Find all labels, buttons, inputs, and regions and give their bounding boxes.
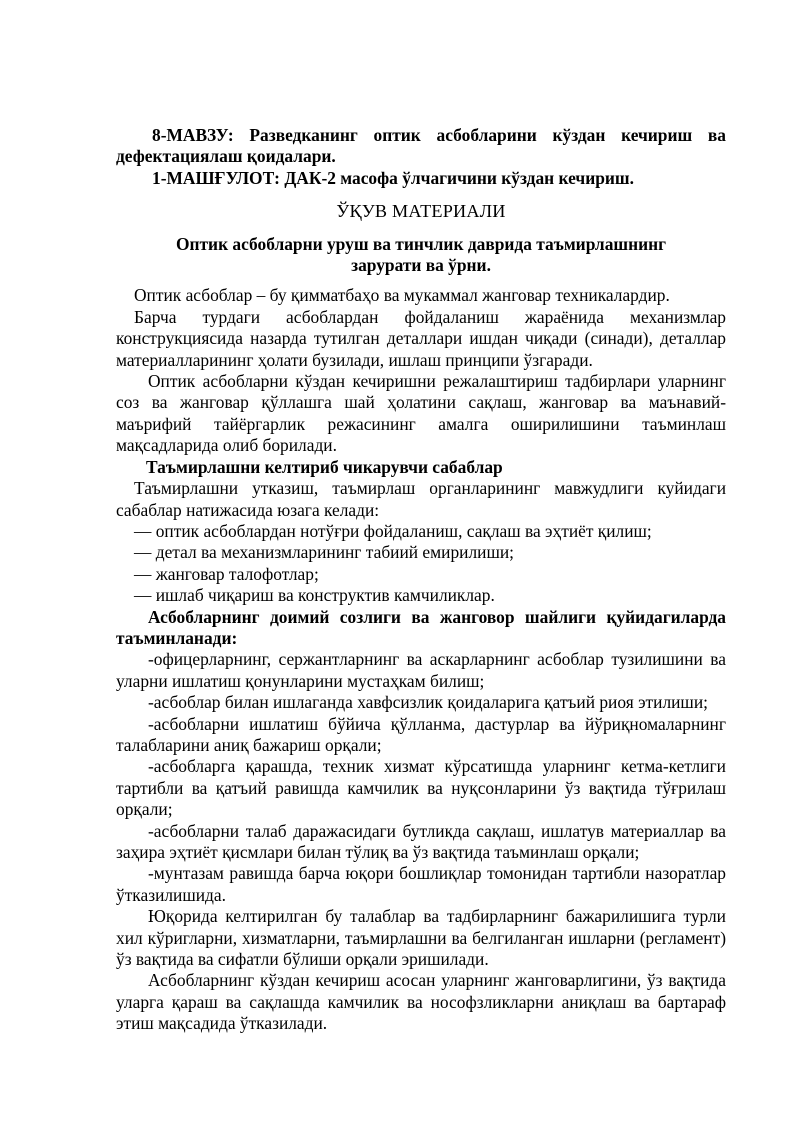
paragraph-causes-intro: Таъмирлашни утказиш, таъмирлаш органларининг мавжудлиги куйидаги сабаблар натижасида юзага келади: xyxy=(116,478,726,520)
paragraph-requirements: Юқорида келтирилган бу талаблар ва тадбирларнинг бажарилишига турли хил кўригларни, хизматларни, таъмирлашни ва белгиланган ишларни (регламент) ўз вақтида ва сифатли бўлиши орқали эришилади. xyxy=(116,906,726,970)
list-item: -мунтазам равишда барча юқори бошлиқлар томонидан тартибли назоратлар ўтказилишида. xyxy=(116,863,726,905)
topic-title-line2: дефектациялаш қоидалари. xyxy=(116,146,336,167)
subtitle: Оптик асбобларни уруш ва тинчлик даврида таъмирлашнинг зарурати ва ўрни. xyxy=(175,233,667,276)
list-item: -асбобларга қарашда, техник хизмат кўрсатишда уларнинг кетма-кетлиги тартибли ва қатъий равишда камчилик ва нуқсонларини ўз вақтида тўғрилаш орқали; xyxy=(116,756,726,820)
heading-repair-causes: Таъмирлашни келтириб чикарувчи сабаблар xyxy=(146,456,503,477)
list-item: -асбобларни талаб даражасидаги бутликда сақлаш, ишлатув материаллар ва заҳира эҳтиёт қисмлари билан тўлиқ ва ўз вақтида таъминлаш орқали; xyxy=(116,820,726,862)
list-item: — жанговар талофотлар; xyxy=(134,563,319,584)
document-page xyxy=(116,125,726,1035)
readiness-list xyxy=(116,649,726,906)
list-item: — оптик асбоблардан нотўғри фойдаланиш, сақлаш ва эҳтиёт қилиш; xyxy=(134,520,652,541)
list-item: — детал ва механизмларининг табиий емирилиши; xyxy=(134,542,514,563)
topic-title-line1: 8-МАВЗУ: Разведканинг оптик асбобларини кўздан кечириш ва xyxy=(152,125,726,145)
lesson-title: 1-МАШҒУЛОТ: ДАК-2 масофа ўлчагичини кўздан кечириш. xyxy=(152,167,634,188)
list-item: -офицерларнинг, сержантларнинг ва аскарларнинг асбоблар тузилишини ва уларни ишлатиш қонунларини мустаҳкам билиш; xyxy=(116,649,726,691)
list-item: -асбобларни ишлатиш бўйича қўлланма, дастурлар ва йўриқномаларнинг талабларини аниқ бажариш орқали; xyxy=(116,713,726,755)
section-title: ЎҚУВ МАТЕРИАЛИ xyxy=(336,201,506,222)
causes-list xyxy=(116,521,726,607)
list-item: -асбоблар билан ишлаганда хавфсизлик қоидаларига қатъий риоя этилиши; xyxy=(148,692,708,713)
paragraph-intro: Оптик асбоблар – бу қимматбаҳо ва мукаммал жанговар техникалардир. xyxy=(134,285,670,306)
paragraph-inspection-planning: Оптик асбобларни кўздан кечиришни режалаштириш тадбирлари уларнинг соз ва жанговар қўллашга шай ҳолатини сақлаш, жанговар ва маънавий-маърифий тайёргарлик режасининг амалга оширилишини таъминлаш мақсадларида олиб борилади. xyxy=(116,371,726,456)
list-item: — ишлаб чиқариш ва конструктив камчиликлар. xyxy=(134,585,495,606)
paragraph-wear: Барча турдаги асбоблардан фойдаланиш жараёнида механизмлар конструкциясида назарда тутилган деталлари ишдан чиқади (синади), деталлар материалларининг ҳолати бузилади, ишлаш принципи ўзгаради. xyxy=(116,306,726,370)
paragraph-inspection-purpose: Асбобларнинг кўздан кечириш асосан уларнинг жанговарлигини, ўз вақтида уларга қараш ва сақлашда камчилик ва нософзликларни аниқлаш ва бартараф этиш мақсадида ўтказилади. xyxy=(116,970,726,1034)
heading-readiness: Асбобларнинг доимий созлиги ва жанговор шайлиги қуйидагиларда таъминланади: xyxy=(116,606,726,648)
